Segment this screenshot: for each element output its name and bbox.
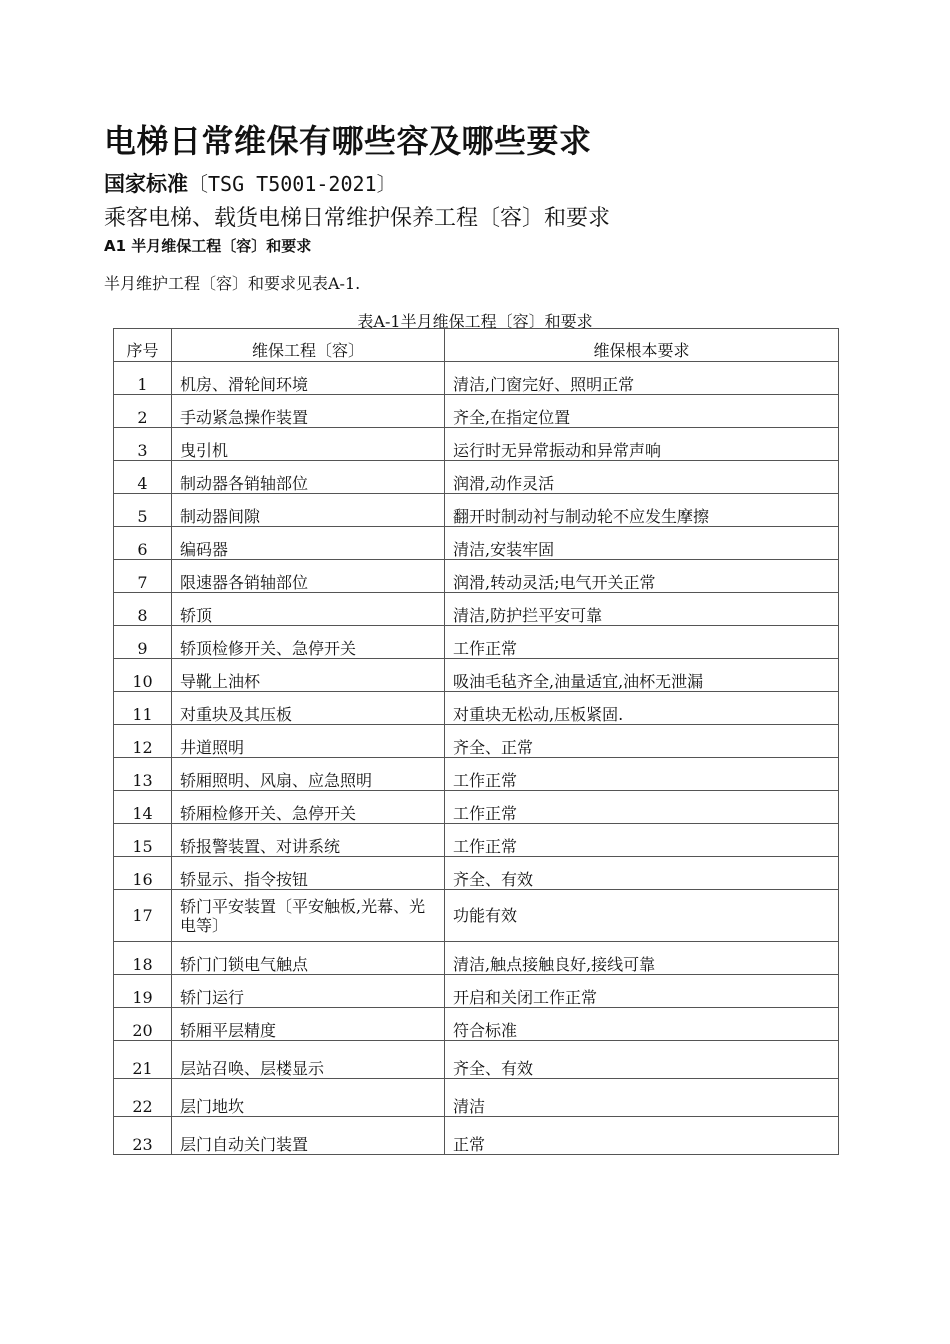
row-item: 轿顶检修开关、急停开关 (172, 626, 445, 659)
intro-paragraph: 半月维护工程〔容〕和要求见表A-1. (104, 274, 361, 293)
row-requirement: 润滑,动作灵活 (445, 461, 839, 494)
table-row (114, 428, 839, 461)
row-requirement: 工作正常 (445, 626, 839, 659)
row-number: 2 (114, 395, 172, 428)
table-row (114, 857, 839, 890)
row-number: 15 (114, 824, 172, 857)
section-heading: A1 半月维保工程〔容〕和要求 (104, 237, 312, 255)
row-requirement: 对重块无松动,压板紧固. (445, 692, 839, 725)
row-requirement: 工作正常 (445, 791, 839, 824)
row-item: 限速器各销轴部位 (172, 560, 445, 593)
row-number: 8 (114, 593, 172, 626)
standard-label: 国家标准 (104, 172, 188, 196)
row-item: 机房、滑轮间环境 (172, 362, 445, 395)
row-number: 19 (114, 975, 172, 1008)
table-row (114, 890, 839, 942)
table-row (114, 626, 839, 659)
row-number: 21 (114, 1041, 172, 1079)
row-item: 曳引机 (172, 428, 445, 461)
header-requirement: 维保根本要求 (445, 329, 839, 362)
row-requirement: 清洁,防护拦平安可靠 (445, 593, 839, 626)
table-row (114, 1117, 839, 1155)
standard-code: 〔TSG T5001-2021〕 (188, 172, 397, 196)
row-number: 13 (114, 758, 172, 791)
row-requirement: 清洁,触点接触良好,接线可靠 (445, 942, 839, 975)
table-row (114, 461, 839, 494)
row-requirement: 开启和关闭工作正常 (445, 975, 839, 1008)
row-number: 20 (114, 1008, 172, 1041)
table-caption: 表A-1半月维保工程〔容〕和要求 (357, 312, 593, 331)
row-number: 7 (114, 560, 172, 593)
row-item: 轿显示、指令按钮 (172, 857, 445, 890)
document-title: 电梯日常维保有哪些容及哪些要求 (104, 122, 592, 160)
table-row (114, 362, 839, 395)
header-item: 维保工程〔容〕 (172, 329, 445, 362)
row-requirement: 吸油毛毡齐全,油量适宜,油杯无泄漏 (445, 659, 839, 692)
row-number: 6 (114, 527, 172, 560)
row-item: 轿门门锁电气触点 (172, 942, 445, 975)
table-header-row (114, 329, 839, 362)
row-item: 对重块及其压板 (172, 692, 445, 725)
table-row (114, 942, 839, 975)
row-requirement: 清洁,门窗完好、照明正常 (445, 362, 839, 395)
row-number: 10 (114, 659, 172, 692)
row-requirement: 清洁 (445, 1079, 839, 1117)
row-number: 1 (114, 362, 172, 395)
row-requirement: 齐全、有效 (445, 857, 839, 890)
row-number: 17 (114, 890, 172, 942)
row-number: 11 (114, 692, 172, 725)
table-row (114, 692, 839, 725)
row-requirement: 工作正常 (445, 758, 839, 791)
row-requirement: 清洁,安装牢固 (445, 527, 839, 560)
row-requirement: 齐全,在指定位置 (445, 395, 839, 428)
row-item: 制动器间隙 (172, 494, 445, 527)
table-row (114, 494, 839, 527)
table-row (114, 1079, 839, 1117)
table-row (114, 593, 839, 626)
document-subtitle: 乘客电梯、载货电梯日常维护保养工程〔容〕和要求 (104, 206, 611, 231)
row-number: 18 (114, 942, 172, 975)
row-number: 4 (114, 461, 172, 494)
row-item: 轿门平安装置〔平安触板,光幕、光电等〕 (172, 890, 445, 942)
standard-line (104, 168, 397, 198)
row-number: 16 (114, 857, 172, 890)
table-row (114, 560, 839, 593)
table-row (114, 725, 839, 758)
row-number: 9 (114, 626, 172, 659)
row-requirement: 功能有效 (445, 890, 839, 942)
row-item: 轿厢检修开关、急停开关 (172, 791, 445, 824)
row-number: 3 (114, 428, 172, 461)
row-item: 轿厢平层精度 (172, 1008, 445, 1041)
row-item: 轿门运行 (172, 975, 445, 1008)
table-row (114, 824, 839, 857)
row-requirement: 齐全、正常 (445, 725, 839, 758)
row-item: 层门地坎 (172, 1079, 445, 1117)
row-item: 制动器各销轴部位 (172, 461, 445, 494)
table-row (114, 659, 839, 692)
table-row (114, 1008, 839, 1041)
maintenance-table (113, 328, 839, 1155)
row-item: 导靴上油杯 (172, 659, 445, 692)
row-item: 手动紧急操作装置 (172, 395, 445, 428)
row-requirement: 齐全、有效 (445, 1041, 839, 1079)
table-row (114, 791, 839, 824)
row-item: 轿报警装置、对讲系统 (172, 824, 445, 857)
row-requirement: 正常 (445, 1117, 839, 1155)
row-number: 14 (114, 791, 172, 824)
row-requirement: 润滑,转动灵活;电气开关正常 (445, 560, 839, 593)
row-item: 层站召唤、层楼显示 (172, 1041, 445, 1079)
row-number: 5 (114, 494, 172, 527)
row-requirement: 翻开时制动衬与制动轮不应发生摩擦 (445, 494, 839, 527)
row-item: 编码器 (172, 527, 445, 560)
table-row (114, 395, 839, 428)
row-number: 23 (114, 1117, 172, 1155)
table-row (114, 1041, 839, 1079)
row-item: 轿顶 (172, 593, 445, 626)
row-item: 轿厢照明、风扇、应急照明 (172, 758, 445, 791)
row-item: 井道照明 (172, 725, 445, 758)
row-requirement: 工作正常 (445, 824, 839, 857)
row-item: 层门自动关门装置 (172, 1117, 445, 1155)
row-requirement: 符合标准 (445, 1008, 839, 1041)
table-row (114, 975, 839, 1008)
row-number: 22 (114, 1079, 172, 1117)
header-number: 序号 (114, 329, 172, 362)
table-row (114, 527, 839, 560)
row-requirement: 运行时无异常振动和异常声响 (445, 428, 839, 461)
row-number: 12 (114, 725, 172, 758)
table-row (114, 758, 839, 791)
